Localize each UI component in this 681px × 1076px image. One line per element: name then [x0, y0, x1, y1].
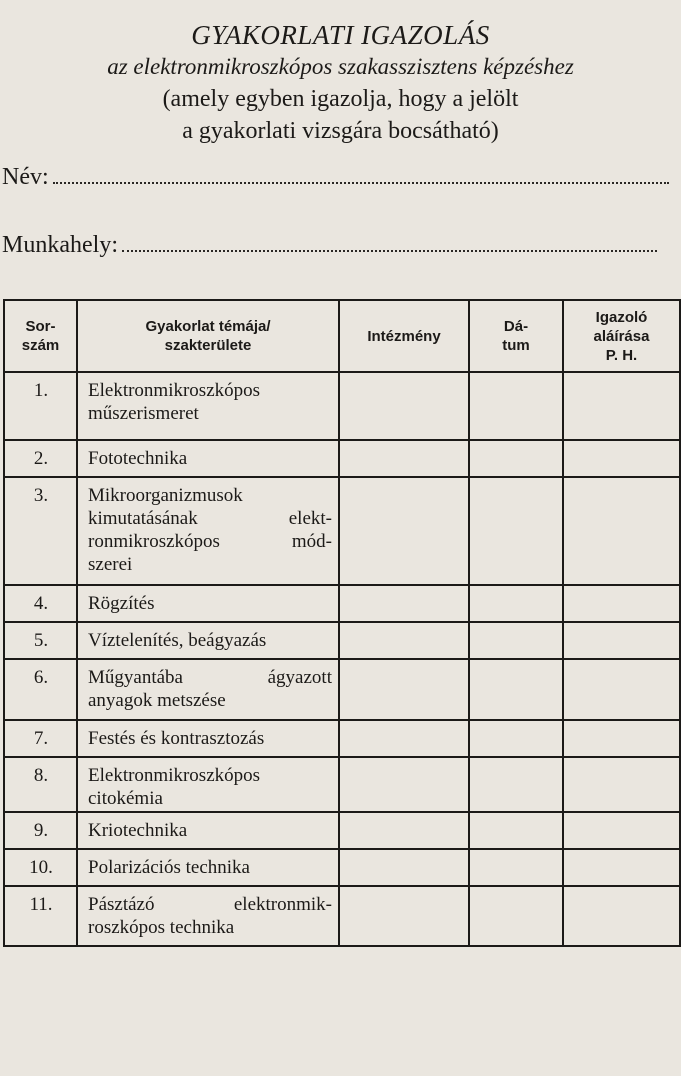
- row-number: 3.: [4, 477, 77, 585]
- workplace-fill-line[interactable]: [122, 250, 657, 252]
- column-header-line: Gyakorlat témája/: [145, 318, 271, 335]
- row-date-cell[interactable]: [469, 812, 563, 849]
- column-header-line: Igazoló: [595, 308, 648, 326]
- row-date-cell[interactable]: [469, 622, 563, 659]
- row-topic-line: szerei: [88, 554, 133, 575]
- row-institution-cell[interactable]: [339, 849, 469, 886]
- row-topic: [77, 812, 339, 849]
- table-row: [4, 757, 680, 812]
- row-topic-line: Kriotechnika: [88, 820, 188, 841]
- row-signature-cell[interactable]: [563, 372, 680, 440]
- row-institution-cell[interactable]: [339, 585, 469, 622]
- row-topic-line: roszkópos technika: [88, 917, 235, 938]
- workplace-field: [2, 232, 657, 259]
- row-topic-line: Festés és kontrasztozás: [88, 728, 265, 749]
- row-signature-cell[interactable]: [563, 720, 680, 757]
- row-number: 6.: [4, 659, 77, 720]
- row-date-cell[interactable]: [469, 720, 563, 757]
- row-signature-cell[interactable]: [563, 440, 680, 477]
- row-topic: [77, 585, 339, 622]
- column-header-number: [4, 300, 77, 372]
- row-topic-line: citokémia: [88, 788, 163, 809]
- row-signature-cell[interactable]: [563, 757, 680, 812]
- row-date-cell[interactable]: [469, 757, 563, 812]
- row-signature-cell[interactable]: [563, 849, 680, 886]
- row-date-cell[interactable]: [469, 886, 563, 946]
- column-header-line: Dá-: [503, 318, 529, 335]
- column-header-date: [469, 300, 563, 372]
- row-number: 8.: [4, 757, 77, 812]
- column-header-line: Sor-: [25, 318, 56, 335]
- column-header-signature: [563, 300, 680, 372]
- row-topic-line: Rögzítés: [88, 593, 155, 614]
- row-topic: [77, 757, 339, 812]
- row-institution-cell[interactable]: [339, 886, 469, 946]
- table-row: [4, 886, 680, 946]
- row-number: 11.: [4, 886, 77, 946]
- practice-table: [3, 299, 681, 947]
- row-number: 7.: [4, 720, 77, 757]
- row-topic: [77, 849, 339, 886]
- row-topic-line: ronmikroszkópos mód-: [88, 531, 332, 552]
- row-topic-line: Pásztázó elektronmik-: [88, 894, 332, 915]
- row-signature-cell[interactable]: [563, 477, 680, 585]
- row-topic-line: Polarizációs technika: [88, 857, 250, 878]
- row-number: 4.: [4, 585, 77, 622]
- name-label: Név:: [2, 164, 49, 190]
- row-topic-line: Mikroorganizmusok: [88, 485, 243, 506]
- row-topic: [77, 372, 339, 440]
- column-header-line: tum: [502, 337, 530, 354]
- row-topic-line: anyagok metszése: [88, 690, 226, 711]
- row-date-cell[interactable]: [469, 372, 563, 440]
- table-row: [4, 812, 680, 849]
- row-topic: [77, 622, 339, 659]
- column-header-line: Intézmény: [367, 327, 441, 345]
- row-institution-cell[interactable]: [339, 622, 469, 659]
- column-header-institution: [339, 300, 469, 372]
- table-row: [4, 372, 680, 440]
- table-row: [4, 849, 680, 886]
- row-topic: [77, 440, 339, 477]
- workplace-label: Munkahely:: [2, 232, 118, 258]
- row-date-cell[interactable]: [469, 440, 563, 477]
- document-title: GYAKORLATI IGAZOLÁS: [191, 20, 490, 50]
- name-fill-line[interactable]: [53, 182, 669, 184]
- row-topic: [77, 659, 339, 720]
- row-signature-cell[interactable]: [563, 886, 680, 946]
- row-number: 5.: [4, 622, 77, 659]
- row-institution-cell[interactable]: [339, 659, 469, 720]
- table-body: [4, 372, 680, 946]
- row-signature-cell[interactable]: [563, 585, 680, 622]
- row-date-cell[interactable]: [469, 585, 563, 622]
- row-signature-cell[interactable]: [563, 812, 680, 849]
- row-number: 9.: [4, 812, 77, 849]
- row-topic: [77, 720, 339, 757]
- row-date-cell[interactable]: [469, 477, 563, 585]
- column-header-line: aláírása: [593, 327, 650, 345]
- row-topic-line: Elektronmikroszkópos: [88, 765, 261, 786]
- table-row: [4, 622, 680, 659]
- row-topic-line: Elektronmikroszkópos: [88, 380, 261, 401]
- row-number: 10.: [4, 849, 77, 886]
- row-signature-cell[interactable]: [563, 659, 680, 720]
- row-topic-line: Víztelenítés, beágyazás: [88, 630, 267, 651]
- name-field: [2, 164, 669, 191]
- table-row: [4, 585, 680, 622]
- row-institution-cell[interactable]: [339, 440, 469, 477]
- note-line-1: (amely egyben igazolja, hogy a jelölt: [162, 86, 519, 112]
- document-subtitle: az elektronmikroszkópos szakasszisztens képzéshez: [107, 54, 574, 79]
- table-header-row: [4, 300, 680, 372]
- row-signature-cell[interactable]: [563, 622, 680, 659]
- row-institution-cell[interactable]: [339, 372, 469, 440]
- column-header-topic: [77, 300, 339, 372]
- row-topic-line: Fototechnika: [88, 448, 188, 469]
- table-row: [4, 720, 680, 757]
- row-topic: [77, 477, 339, 585]
- row-topic-line: műszerismeret: [88, 403, 199, 424]
- row-topic-line: Műgyantába ágyazott: [88, 667, 332, 688]
- table-row: [4, 659, 680, 720]
- column-header-line: szakterülete: [164, 337, 252, 354]
- row-institution-cell[interactable]: [339, 757, 469, 812]
- column-header-line: P. H.: [605, 346, 638, 364]
- row-topic-line: kimutatásának elekt-: [88, 508, 332, 529]
- row-number: 2.: [4, 440, 77, 477]
- row-institution-cell[interactable]: [339, 477, 469, 585]
- note-line-2: a gyakorlati vizsgára bocsátható): [182, 118, 499, 144]
- table-row: [4, 477, 680, 585]
- row-date-cell[interactable]: [469, 659, 563, 720]
- row-date-cell[interactable]: [469, 849, 563, 886]
- row-topic: [77, 886, 339, 946]
- table-row: [4, 440, 680, 477]
- row-institution-cell[interactable]: [339, 720, 469, 757]
- row-institution-cell[interactable]: [339, 812, 469, 849]
- row-number: 1.: [4, 372, 77, 440]
- column-header-line: szám: [21, 337, 60, 354]
